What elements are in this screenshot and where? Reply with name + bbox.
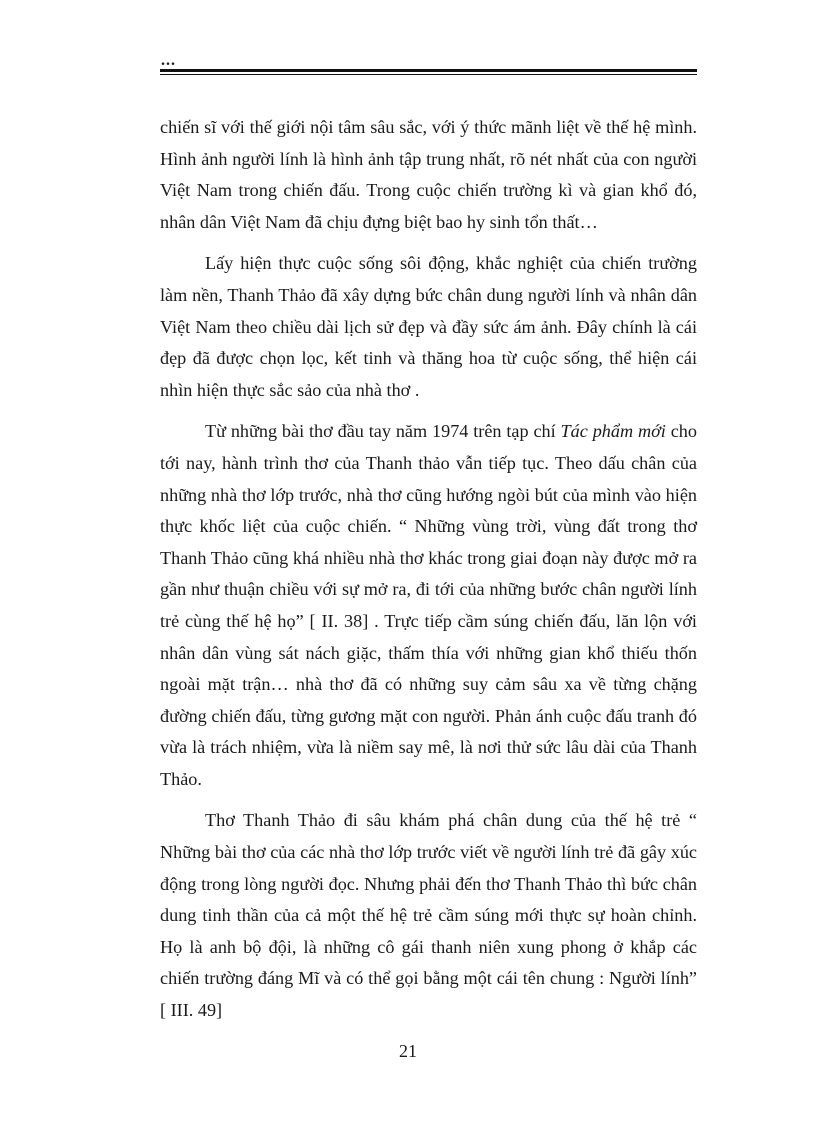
- paragraph-3: [160, 416, 697, 795]
- header-mark: ...: [161, 52, 176, 69]
- paragraph-4: Thơ Thanh Thảo đi sâu khám phá chân dung của thế hệ trẻ “ Những bài thơ của các nhà thơ lớp trước viết về người lính trẻ đã gây xúc động trong lòng người đọc. Nhưng phải đến thơ Thanh Thảo thì bức chân dung tinh thần của cả một thế hệ trẻ cầm súng mới thực sự hoàn chỉnh. Họ là anh bộ đội, là những cô gái thanh niên xung phong ở khắp các chiến trường đáng Mĩ và có thể gọi bằng một cái tên chung : Người lính” [ III. 49]: [160, 810, 697, 1021]
- paragraph-3-lead: Từ những bài thơ đầu tay năm 1974 trên tạp chí: [205, 421, 561, 442]
- paragraph-3-rest: cho tới nay, hành trình thơ của Thanh thảo vẫn tiếp tục. Theo dấu chân của những nhà thơ lớp trước, nhà thơ cũng hướng ngòi bút của mình vào hiện thực khốc liệt của cuộc chiến. “ Những vùng trời, vùng đất trong thơ Thanh Thảo cũng khá nhiều nhà thơ khác trong giai đoạn này được mở ra gần như thuận chiều với sự mở ra, đi tới của những bước chân người lính trẻ cùng thế hệ họ” [ II. 38] . Trực tiếp cầm súng chiến đấu, lăn lộn với nhân dân vùng sát nách giặc, thấm thía với những gian khổ thiếu thốn ngoài mặt trận… nhà thơ đã có những suy cảm sâu xa về từng chặng đường chiến đấu, từng gương mặt con người. Phản ánh cuộc đấu tranh đó vừa là trách nhiệm, vừa là niềm say mê, là nơi thử sức lâu dài của Thanh Thảo.: [160, 421, 697, 789]
- journal-title: Tác phẩm mới: [560, 421, 666, 442]
- header-rule-thick: [160, 69, 697, 72]
- header-rule-thin: [160, 74, 697, 75]
- page-body: [160, 112, 697, 1037]
- paragraph-1: chiến sĩ với thế giới nội tâm sâu sắc, với ý thức mãnh liệt về thế hệ mình. Hình ảnh người lính là hình ảnh tập trung nhất, rõ nét nhất của con người Việt Nam trong chiến đấu. Trong cuộc chiến trường kì và gian khổ đó, nhân dân Việt Nam đã chịu đựng biệt bao hy sinh tổn thất…: [160, 117, 697, 232]
- page-number: 21: [399, 1041, 417, 1061]
- paragraph-2: Lấy hiện thực cuộc sống sôi động, khắc nghiệt của chiến trường làm nền, Thanh Thảo đã xây dựng bức chân dung người lính và nhân dân Việt Nam theo chiều dài lịch sử đẹp và đầy sức ám ảnh. Đây chính là cái đẹp đã được chọn lọc, kết tinh và thăng hoa từ cuộc sống, thể hiện cái nhìn hiện thực sắc sảo của nhà thơ .: [160, 253, 697, 400]
